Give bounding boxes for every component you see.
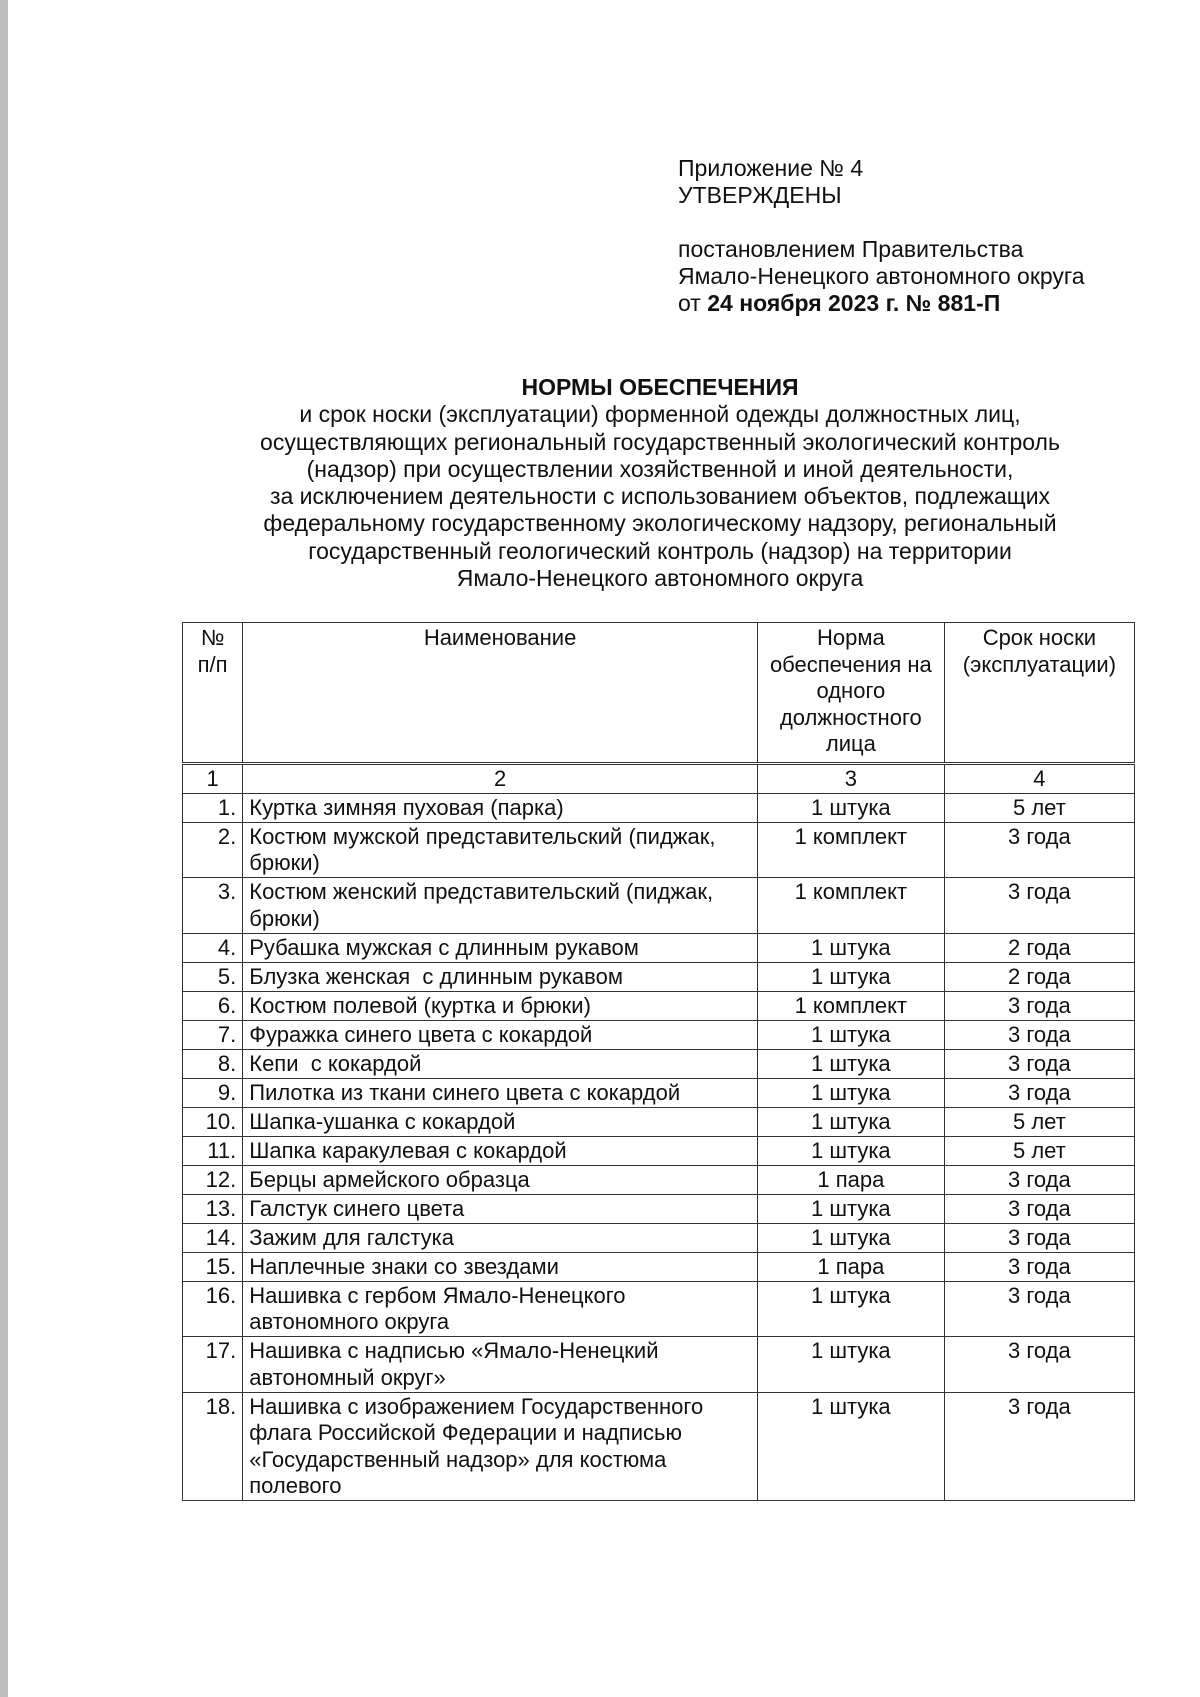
item-norm: 1 комплект (757, 991, 944, 1020)
item-term: 2 года (944, 933, 1134, 962)
table-row (183, 1136, 1135, 1165)
subtitle-line: Ямало-Ненецкого автономного округа (456, 565, 864, 592)
document-title: НОРМЫ ОБЕСПЕЧЕНИЯ (521, 374, 799, 400)
item-norm: 1 пара (757, 1165, 944, 1194)
row-number: 8. (183, 1049, 243, 1078)
scan-left-edge-strip (0, 0, 8, 1697)
row-number: 16. (183, 1281, 243, 1337)
row-number: 6. (183, 991, 243, 1020)
item-norm: 1 пара (757, 1252, 944, 1281)
table-row (183, 1078, 1135, 1107)
table-row (183, 822, 1135, 878)
item-norm: 1 штука (757, 1049, 944, 1078)
item-norm: 1 штука (757, 1337, 944, 1393)
table-row (183, 1049, 1135, 1078)
item-name: Берцы армейского образца (243, 1165, 758, 1194)
item-norm: 1 штука (757, 1020, 944, 1049)
header-term: Срок носки (эксплуатации) (944, 623, 1134, 764)
item-norm: 1 штука (757, 1223, 944, 1252)
table-row (183, 1223, 1135, 1252)
row-number: 10. (183, 1107, 243, 1136)
table-row (183, 1281, 1135, 1337)
item-term: 3 года (944, 1223, 1134, 1252)
item-name: Галстук синего цвета (243, 1194, 758, 1223)
item-norm: 1 комплект (757, 822, 944, 878)
column-index: 2 (243, 764, 758, 794)
approved-label: УТВЕРЖДЕНЫ (678, 182, 842, 208)
item-term: 5 лет (944, 793, 1134, 822)
table-row (183, 991, 1135, 1020)
table-row (183, 933, 1135, 962)
item-name: Шапка каракулевая с кокардой (243, 1136, 758, 1165)
item-name: Костюм мужской представительский (пиджак, брюки) (243, 822, 758, 878)
table-row (183, 1020, 1135, 1049)
item-name: Костюм женский представительский (пиджак, брюки) (243, 878, 758, 934)
subtitle-line: за исключением деятельности с использованием объектов, подлежащих (269, 483, 1051, 510)
row-number: 2. (183, 822, 243, 878)
item-name: Нашивка с изображением Государственного флага Российской Федерации и надписью «Государственный надзор» для костюма полевого (243, 1392, 758, 1501)
item-term: 3 года (944, 1165, 1134, 1194)
item-norm: 1 штука (757, 793, 944, 822)
column-index-row (183, 764, 1135, 794)
table-header-row (183, 623, 1135, 764)
row-number: 13. (183, 1194, 243, 1223)
item-name: Фуражка синего цвета с кокардой (243, 1020, 758, 1049)
header-norm: Норма обеспечения на одного должностного лица (757, 623, 944, 764)
table-row (183, 878, 1135, 934)
row-number: 14. (183, 1223, 243, 1252)
table-row (183, 1392, 1135, 1501)
item-term: 3 года (944, 991, 1134, 1020)
approval-gap (678, 209, 1158, 236)
row-number: 1. (183, 793, 243, 822)
item-term: 5 лет (944, 1107, 1134, 1136)
subtitle-line: (надзор) при осуществлении хозяйственной и иной деятельности, (306, 455, 1014, 482)
item-name: Блузка женская с длинным рукавом (243, 962, 758, 991)
approval-block (678, 155, 1158, 317)
item-name: Пилотка из ткани синего цвета с кокардой (243, 1078, 758, 1107)
item-norm: 1 штука (757, 1078, 944, 1107)
item-name: Нашивка с гербом Ямало-Ненецкого автономного округа (243, 1281, 758, 1337)
resolution-date-line (678, 290, 1158, 317)
item-norm: 1 штука (757, 1136, 944, 1165)
item-name: Шапка-ушанка с кокардой (243, 1107, 758, 1136)
row-number: 18. (183, 1392, 243, 1501)
item-term: 3 года (944, 1337, 1134, 1393)
date-prefix: от (678, 290, 708, 316)
item-norm: 1 штука (757, 962, 944, 991)
row-number: 12. (183, 1165, 243, 1194)
column-index: 1 (183, 764, 243, 794)
item-norm: 1 штука (757, 1281, 944, 1337)
table-row (183, 962, 1135, 991)
item-name: Наплечные знаки со звездами (243, 1252, 758, 1281)
item-term: 3 года (944, 1194, 1134, 1223)
item-term: 3 года (944, 1252, 1134, 1281)
item-term: 3 года (944, 1020, 1134, 1049)
subtitle-line: государственный геологический контроль (надзор) на территории (308, 537, 1012, 564)
row-number: 5. (183, 962, 243, 991)
row-number: 4. (183, 933, 243, 962)
subtitle-line: осуществляющих региональный государственный экологический контроль (260, 428, 1060, 455)
norms-table (182, 622, 1135, 1501)
item-name: Костюм полевой (куртка и брюки) (243, 991, 758, 1020)
item-term: 3 года (944, 1281, 1134, 1337)
row-number: 3. (183, 878, 243, 934)
row-number: 15. (183, 1252, 243, 1281)
item-norm: 1 штука (757, 933, 944, 962)
header-number: № п/п (183, 623, 243, 764)
item-term: 2 года (944, 962, 1134, 991)
item-term: 3 года (944, 1078, 1134, 1107)
approved-by-line-1: постановлением Правительства (678, 236, 1024, 262)
table-row (183, 793, 1135, 822)
row-number: 7. (183, 1020, 243, 1049)
item-name: Нашивка с надписью «Ямало-Ненецкий автономный округ» (243, 1337, 758, 1393)
row-number: 11. (183, 1136, 243, 1165)
row-number: 9. (183, 1078, 243, 1107)
item-name: Куртка зимняя пуховая (парка) (243, 793, 758, 822)
item-name: Кепи с кокардой (243, 1049, 758, 1078)
table-row (183, 1165, 1135, 1194)
item-norm: 1 штука (757, 1107, 944, 1136)
item-term: 3 года (944, 1392, 1134, 1501)
header-name: Наименование (243, 623, 758, 764)
item-norm: 1 штука (757, 1194, 944, 1223)
row-number: 17. (183, 1337, 243, 1393)
subtitle-line: и срок носки (эксплуатации) форменной одежды должностных лиц, (299, 401, 1021, 428)
approved-by-line-2: Ямало-Ненецкого автономного округа (678, 263, 1085, 289)
column-index: 3 (757, 764, 944, 794)
item-norm: 1 штука (757, 1392, 944, 1501)
resolution-date-number: 24 ноября 2023 г. № 881-П (707, 290, 1001, 316)
subtitle-line: федеральному государственному экологическому надзору, региональный (263, 510, 1057, 537)
item-term: 3 года (944, 1049, 1134, 1078)
table-row (183, 1337, 1135, 1393)
document-title-block (190, 374, 1130, 592)
table-row (183, 1194, 1135, 1223)
item-name: Рубашка мужская с длинным рукавом (243, 933, 758, 962)
table-row (183, 1252, 1135, 1281)
column-index: 4 (944, 764, 1134, 794)
item-norm: 1 комплект (757, 878, 944, 934)
appendix-number: Приложение № 4 (678, 155, 864, 181)
table-row (183, 1107, 1135, 1136)
item-term: 3 года (944, 878, 1134, 934)
item-name: Зажим для галстука (243, 1223, 758, 1252)
item-term: 5 лет (944, 1136, 1134, 1165)
item-term: 3 года (944, 822, 1134, 878)
